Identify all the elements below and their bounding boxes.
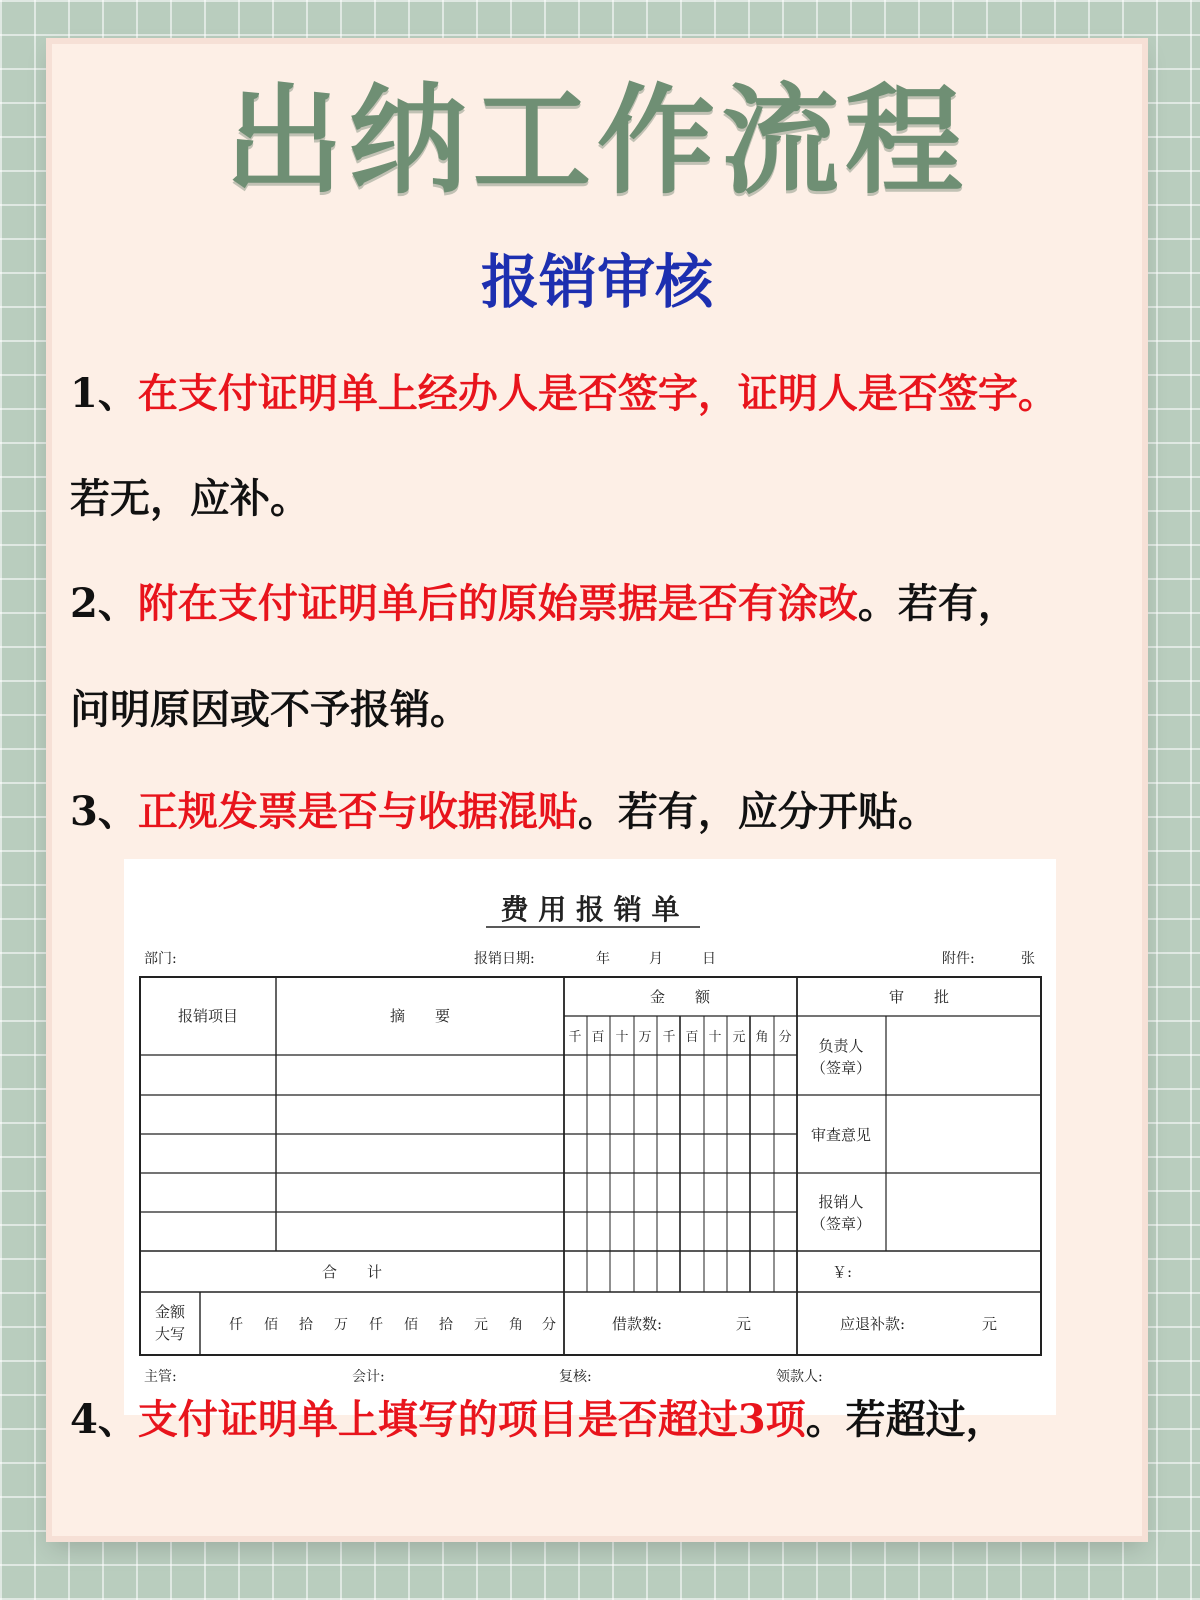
form-date-month: 月 [649,951,663,967]
claimant-label: 报销人 [818,1193,864,1211]
capital-units [229,1316,556,1333]
expense-form-image [124,859,1056,1415]
expense-form [124,859,1056,1415]
form-attach-unit: 张 [1021,951,1035,967]
digit-header: 百 [591,1030,605,1045]
form-title: 费 用 报 销 单 [500,893,680,926]
sign-reviewer: 复核: [559,1369,592,1385]
capital-unit: 分 [542,1317,556,1333]
card [52,44,1142,1536]
digit-header: 角 [755,1030,769,1045]
item-1-number: 1、 [70,370,138,417]
item-2 [70,574,1140,634]
refund-label: 应退补款: [840,1315,906,1333]
sign-receiver: 领款人: [776,1369,823,1385]
capital-unit: 佰 [404,1317,418,1333]
resp-person-label: 负责人 [818,1037,864,1055]
item-4-black-text: 。若超过， [805,1396,1006,1443]
capital-unit: 佰 [264,1317,278,1333]
subtitle: 报销审核 [480,248,713,316]
item-2-continuation: 问明原因或不予报销。 [70,686,470,733]
capital-unit: 万 [334,1317,348,1333]
digit-header: 分 [778,1030,792,1045]
item-2-red-text: 附在支付证明单后的原始票据是否有涂改 [137,580,858,627]
item-2-number: 2、 [70,580,138,627]
capital-unit: 仟 [369,1317,383,1333]
capital-label: 大写 [154,1325,186,1343]
loan-unit: 元 [736,1315,752,1333]
sign-accountant: 会计: [352,1369,385,1385]
form-attach-label: 附件: [942,951,975,967]
item-1-red-text: 在支付证明单上经办人是否签字，证明人是否签字。 [137,370,1058,417]
amount-words-label: 金额 [154,1303,186,1321]
item-4-red-text: 支付证明单上填写的项目是否超过3项 [137,1396,806,1443]
review-opinion-label: 审查意见 [810,1126,872,1144]
item-1 [70,364,1140,424]
digit-header: 万 [638,1030,652,1045]
total-label: 合 计 [321,1263,383,1281]
digit-header: 十 [708,1030,722,1045]
digit-header: 百 [685,1030,699,1045]
col-summary-header: 摘 要 [389,1007,451,1025]
item-1-continuation: 若无，应补。 [70,475,310,522]
capital-unit: 元 [474,1317,488,1333]
digit-header: 千 [662,1030,676,1045]
item-3-black-text: 。若有，应分开贴。 [577,788,938,835]
form-dept-label: 部门: [144,951,177,967]
main-title: 出纳工作流程 [224,72,969,210]
form-date-label: 报销日期: [474,951,535,967]
resp-sign-label: （签章） [810,1059,872,1077]
item-3-red-text: 正规发票是否与收据混贴 [137,788,578,835]
capital-unit: 拾 [439,1317,453,1333]
yen-label: ￥: [832,1263,853,1281]
refund-unit: 元 [982,1315,998,1333]
form-date-day: 日 [702,951,716,967]
item-3-number: 3、 [70,788,138,835]
capital-unit: 仟 [229,1317,243,1333]
col-approve-header: 审 批 [888,988,950,1006]
loan-label: 借款数: [612,1315,663,1333]
sign-supervisor: 主管: [144,1369,177,1385]
item-4-number: 4、 [70,1396,138,1443]
capital-unit: 角 [509,1317,523,1333]
claimant-sign-label: （签章） [810,1215,872,1233]
digit-header: 十 [615,1030,629,1045]
item-2-black-text: 。若有， [857,580,1018,627]
capital-unit: 拾 [299,1317,313,1333]
col-item-header: 报销项目 [177,1007,239,1025]
digit-header: 千 [568,1030,582,1045]
item-4 [70,1390,1140,1450]
form-date-year: 年 [596,951,610,967]
col-amount-header: 金 额 [649,988,711,1006]
item-3 [70,782,1140,842]
digit-header: 元 [732,1030,746,1045]
